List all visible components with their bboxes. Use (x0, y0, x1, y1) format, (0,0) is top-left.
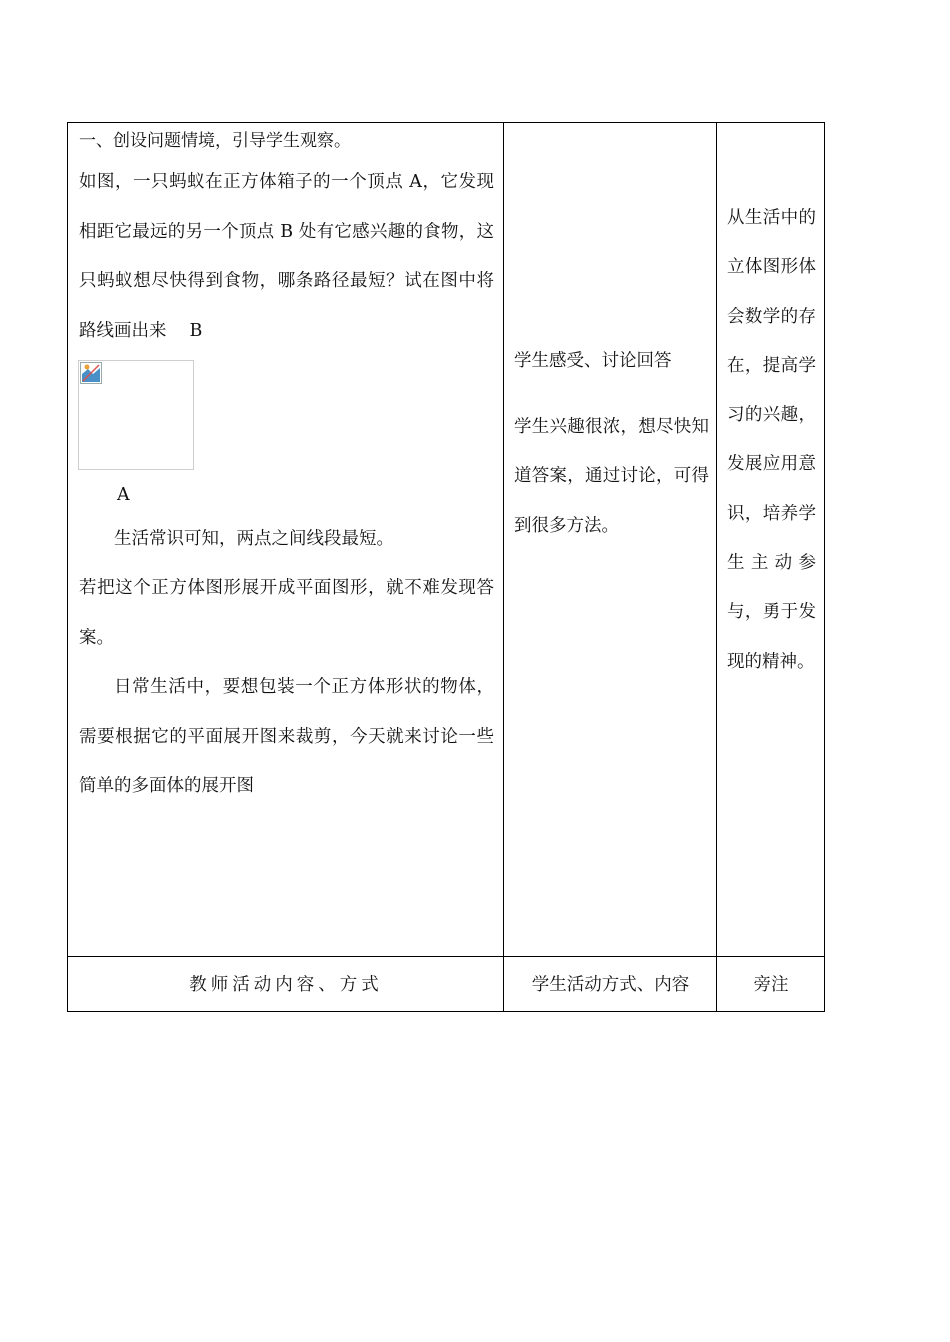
section-heading: 一、创设问题情境，引导学生观察。 (79, 131, 351, 151)
common-sense-text: 生活常识可知，两点之间线段最短。 (114, 529, 394, 549)
cube-figure (78, 360, 194, 470)
student-activity-cell (504, 123, 717, 956)
header-teacher-activity: 教师活动内容、方式 (189, 975, 383, 995)
notes-text: 从生活中的立体图形体会数学的存在，提高学习的兴趣，发展应用意识，培养学生主动参与，勇于发现的精神。 (727, 208, 816, 672)
header-notes: 旁注 (753, 975, 789, 995)
lesson-table (67, 122, 825, 1012)
student-interest: 学生兴趣很浓，想尽快知道答案，通过讨论，可得到很多方法。 (514, 416, 709, 536)
unfold-text: 若把这个正方体图形展开成平面图形，就不难发现答案。 (79, 578, 494, 648)
intro-text: 日常生活中，要想包装一个正方体形状的物体，需要根据它的平面展开图来裁剪，今天就来讨论一些简单的多面体的展开图 (79, 677, 494, 796)
problem-text: 如图，一只蚂蚁在正方体箱子的一个顶点 A，它发现相距它最远的另一个顶点 B 处有它感兴趣的食物，这只蚂蚁想尽快得到食物，哪条路径最短？试在图中将路线画出来 B (79, 172, 494, 341)
vertex-label-a: A (117, 485, 130, 505)
notes-cell (717, 123, 825, 956)
header-student-activity: 学生活动方式、内容 (531, 975, 690, 995)
student-response: 学生感受、讨论回答 (514, 351, 672, 371)
teacher-activity-cell (68, 123, 504, 956)
broken-image-icon (80, 362, 102, 384)
